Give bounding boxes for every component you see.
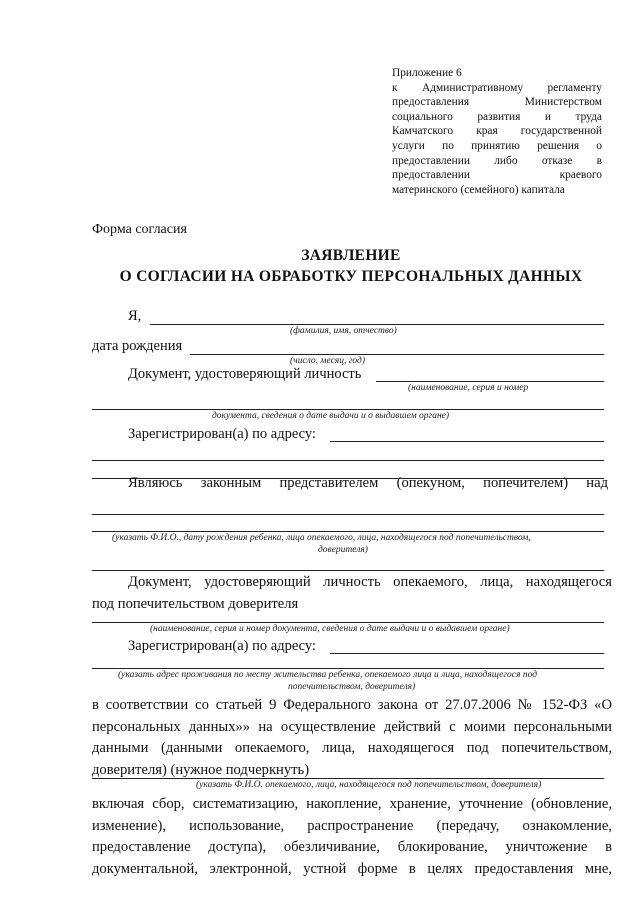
appendix-line: предоставления Министерством bbox=[392, 96, 602, 109]
appendix-block bbox=[392, 66, 602, 197]
ward-document-hint: (наименование, серия и номер документа, сведения о дате выдачи и о выдавшем органе) bbox=[150, 624, 510, 634]
ward-registration-line[interactable] bbox=[330, 653, 604, 654]
id-document-label: Документ, удостоверяющий личность bbox=[128, 366, 362, 382]
consent-paragraph bbox=[92, 695, 612, 781]
id-document-line[interactable] bbox=[376, 381, 604, 382]
birth-date-label: дата рождения bbox=[92, 338, 183, 354]
representative-line-1[interactable] bbox=[92, 514, 604, 515]
processing-line: документальной, электронной, устной форме в целях предоставления мне, bbox=[92, 860, 612, 877]
consent-subject-line[interactable] bbox=[92, 778, 604, 779]
name-hint: (фамилия, имя, отчество) bbox=[290, 326, 397, 336]
ward-registration-hint-2: попечительством, доверителя) bbox=[288, 682, 416, 692]
id-document-hint: (наименование, серия и номер bbox=[408, 383, 529, 393]
birth-date-line[interactable] bbox=[190, 354, 604, 355]
document-subtitle: О СОГЛАСИИ НА ОБРАБОТКУ ПЕРСОНАЛЬНЫХ ДАННЫХ bbox=[119, 268, 583, 285]
form-label: Форма согласия bbox=[92, 222, 187, 237]
name-label: Я, bbox=[128, 308, 142, 324]
appendix-line: предоставлении краевого bbox=[392, 169, 602, 182]
processing-line: предоставление доступа), обезличивание, блокирование, уничтожение в bbox=[92, 839, 612, 855]
id-document-line-2[interactable] bbox=[92, 409, 604, 410]
registration-label: Зарегистрирован(а) по адресу: bbox=[128, 426, 316, 442]
ward-registration-line-2[interactable] bbox=[92, 668, 604, 669]
ward-document-statement bbox=[92, 572, 612, 615]
consent-line: персональных данных»» на осуществление действий с моими персональными bbox=[92, 718, 612, 735]
birth-date-hint: (число, месяц, год) bbox=[290, 356, 366, 366]
appendix-line: предоставлении либо отказе в bbox=[392, 154, 602, 167]
representative-line: Являюсь законным представителем (опекуном, попечителем) над bbox=[128, 475, 608, 491]
representative-hint: (указать Ф.И.О., дату рождения ребенка, лица опекаемого, лица, находящегося под попечительством, bbox=[112, 533, 531, 543]
representative-line-3[interactable] bbox=[92, 570, 604, 571]
consent-line: доверителя) (нужное подчеркнуть) bbox=[92, 761, 310, 778]
appendix-line: Приложение 6 bbox=[392, 67, 462, 79]
consent-subject-hint: (указать Ф.И.О. опекаемого, лица, находящегося под попечительством, доверителя) bbox=[196, 780, 542, 790]
consent-line: в соответствии со статьей 9 Федерального закона от 27.07.2006 № 152-ФЗ «О bbox=[92, 697, 612, 713]
processing-paragraph bbox=[92, 794, 612, 880]
ward-document-field-line[interactable] bbox=[92, 622, 604, 623]
representative-hint-2: доверителя) bbox=[318, 545, 368, 555]
representative-statement bbox=[128, 473, 608, 495]
id-document-hint-2: документа, сведения о дате выдачи и о выдавшем органе) bbox=[212, 411, 450, 421]
ward-document-line: под попечительством доверителя bbox=[92, 595, 299, 612]
appendix-line: услуги по принятию решения о bbox=[392, 139, 602, 152]
ward-document-line: Документ, удостоверяющий личность опекаемого, лица, находящегося bbox=[128, 574, 612, 590]
name-line[interactable] bbox=[150, 324, 604, 325]
registration-line[interactable] bbox=[330, 441, 604, 442]
appendix-line: Камчатского края государственной bbox=[392, 125, 602, 138]
processing-line: изменение), использование, распространение (передачу, ознакомление, bbox=[92, 817, 612, 834]
processing-line: включая сбор, систематизацию, накопление, хранение, уточнение (обновление, bbox=[92, 796, 612, 812]
ward-registration-label: Зарегистрирован(а) по адресу: bbox=[128, 638, 316, 654]
representative-line-2[interactable] bbox=[92, 531, 604, 532]
registration-line-2[interactable] bbox=[92, 460, 604, 461]
appendix-line: социального развития и труда bbox=[392, 110, 602, 123]
document-title: ЗАЯВЛЕНИЕ bbox=[301, 247, 401, 264]
appendix-line: материнского (семейного) капитала bbox=[392, 183, 565, 196]
appendix-line: к Административному регламенту bbox=[392, 81, 602, 94]
consent-line: данными (данными опекаемого, лица, находящегося под попечительством, bbox=[92, 740, 612, 756]
ward-registration-hint: (указать адрес проживания по месту жительства ребенка, опекаемого лица и лица, находящегося под bbox=[118, 670, 537, 680]
